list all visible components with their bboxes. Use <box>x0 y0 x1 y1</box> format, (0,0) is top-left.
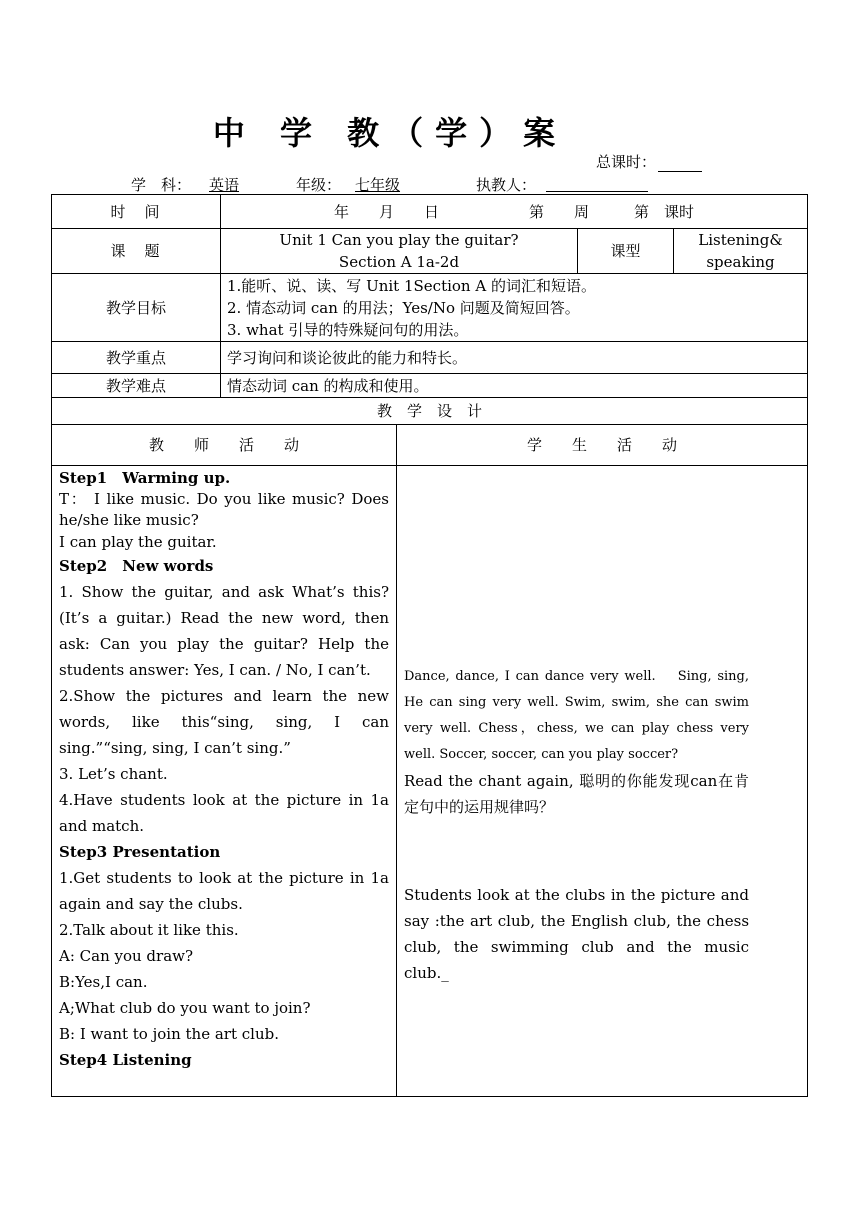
topic-label: 课 题 <box>52 229 221 274</box>
difficult-points-value: 情态动词 can 的构成和使用。 <box>221 374 808 398</box>
type-value: Listening& speaking <box>674 229 808 274</box>
step3-item: B:Yes,I can. <box>59 973 148 991</box>
step3-item: 1.Get students to look at the picture in 1a again and say the clubs. <box>59 869 389 913</box>
total-hours-blank[interactable] <box>658 157 702 172</box>
teacher-activity-cell <box>52 466 397 1097</box>
step3-title: Step3 Presentation <box>59 843 221 861</box>
topic-line1: Unit 1 Can you play the guitar? <box>279 231 519 249</box>
key-points-value: 学习询问和谈论彼此的能力和特长。 <box>221 342 808 374</box>
goals-list <box>221 274 808 342</box>
step2-title: Step2 New words <box>59 557 214 575</box>
total-hours-label: 总课时： <box>595 153 656 171</box>
grade-value: 七年级 <box>355 176 401 194</box>
topic-line2: Section A 1a-2d <box>338 253 460 271</box>
step3-item: 2.Talk about it like this. <box>59 921 239 939</box>
step1-title: Step1 Warming up. <box>59 469 231 487</box>
step1-line: I can play the guitar. <box>59 533 217 551</box>
subject-value: 英语 <box>209 176 240 194</box>
chant-question: Read the chant again, 聪明的你能发现can在肯定句中的运用规律吗？ <box>404 772 750 816</box>
step2-item: 1. Show the guitar, and ask What’s this? (It’s a guitar.) Read the new word, then ask: Can you play the guitar? Help the students answer: Yes, I can. / No, I can’t. <box>59 583 389 679</box>
design-header: 教 学 设 计 <box>52 398 808 425</box>
key-points-label: 教学重点 <box>52 342 221 374</box>
teacher-label: 执教人： <box>476 176 537 194</box>
teacher-blank[interactable] <box>546 174 648 192</box>
student-activity-header: 学 生 活 动 <box>397 425 808 466</box>
time-label: 时 间 <box>52 195 221 229</box>
time-value: 年 月 日 第 周 第 课时 <box>221 195 808 229</box>
step2-item: 2.Show the pictures and learn the new words, like this“sing, sing, I can sing.”“sing, sing, I can’t sing.” <box>59 687 389 757</box>
subject-label: 学 科： <box>131 176 192 194</box>
chant-text: Dance, dance, I can dance very well. Sing, sing, He can sing very well. Swim, swim, she can swim very well. Chess，chess, we can play chess very well. Soccer, soccer, can you play soccer? <box>404 669 750 762</box>
step3-item: A: Can you draw? <box>59 947 194 965</box>
goals-label: 教学目标 <box>52 274 221 342</box>
goal-item: 3. what 引导的特殊疑问句的用法。 <box>227 320 469 339</box>
step3-item: A;What club do you want to join? <box>59 999 311 1017</box>
topic-value <box>221 229 578 274</box>
step2-item: 4.Have students look at the picture in 1a and match. <box>59 791 389 835</box>
grade-label: 年级： <box>296 176 342 194</box>
student-activity-cell <box>397 466 808 1097</box>
step1-line: T： I like music. Do you like music? Does he/she like music? <box>59 490 389 529</box>
step4-title: Step4 Listening <box>59 1051 192 1069</box>
type-label: 课型 <box>578 229 674 274</box>
page-title: 中 学 教（学）案 <box>212 114 568 152</box>
difficult-points-label: 教学难点 <box>52 374 221 398</box>
step2-item: 3. Let’s chant. <box>59 765 168 783</box>
goal-item: 1.能听、说、读、写 Unit 1Section A 的词汇和短语。 <box>227 276 596 295</box>
clubs-text: Students look at the clubs in the picture and say :the art club, the English club, the chess club, the swimming club and the music club._ <box>404 886 750 982</box>
lesson-plan-table <box>51 194 808 1097</box>
step3-item: B: I want to join the art club. <box>59 1025 279 1043</box>
info-row <box>0 174 860 194</box>
total-hours <box>596 151 702 172</box>
goal-item: 2. 情态动词 can 的用法；Yes/No 问题及简短回答。 <box>227 298 580 317</box>
teacher-activity-header: 教 师 活 动 <box>52 425 397 466</box>
